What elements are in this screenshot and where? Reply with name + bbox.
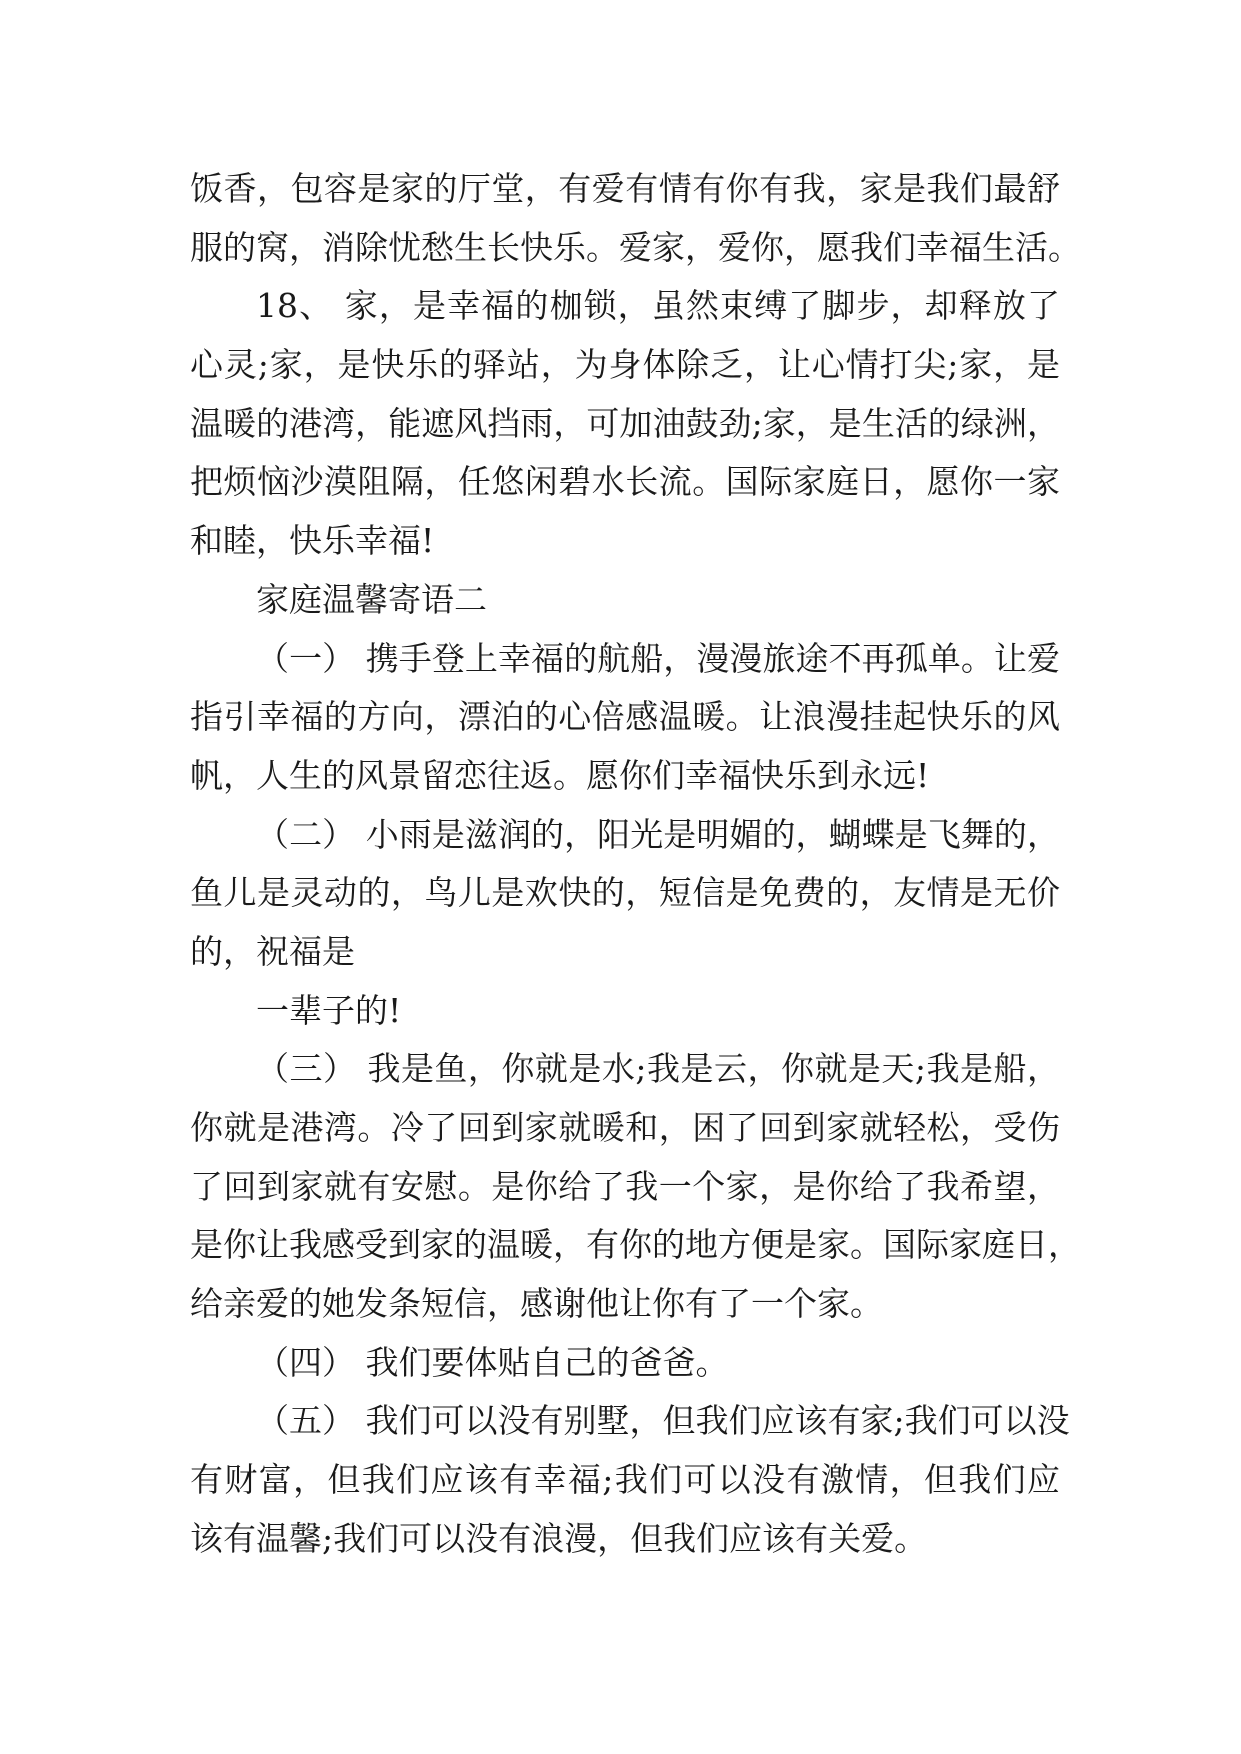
document-body — [190, 160, 1081, 1569]
text-line: 家庭温馨寄语二 — [256, 579, 487, 619]
text-line: 温暖的港湾，能遮风挡雨，可加油鼓劲;家，是生活的绿洲， — [190, 403, 1060, 443]
text-line: 指引幸福的方向，漂泊的心倍感温暖。让浪漫挂起快乐的风 — [190, 697, 1060, 737]
text-line: 饭香，包容是家的厅堂，有爱有情有你有我，家是我们最舒 — [190, 169, 1060, 208]
text-line: （五） 我们可以没有别墅，但我们应该有家;我们可以没 — [256, 1401, 1070, 1441]
text-line: 鱼儿是灵动的，鸟儿是欢快的，短信是免费的，友情是无价 — [190, 873, 1060, 913]
text-line: 和睦，快乐幸福! — [190, 521, 435, 561]
text-line: （二） 小雨是滋润的，阳光是明媚的，蝴蝶是飞舞的， — [256, 814, 1060, 854]
text-line: 18、 家，是幸福的枷锁，虽然束缚了脚步，却释放了 — [256, 286, 1060, 326]
text-line: 帆，人生的风景留恋往返。愿你们幸福快乐到永远! — [190, 755, 930, 795]
text-line: 有财富，但我们应该有幸福;我们可以没有激情，但我们应 — [190, 1460, 1060, 1500]
text-line: 的，祝福是 — [190, 931, 355, 971]
text-line: 心灵;家，是快乐的驿站，为身体除乏，让心情打尖;家，是 — [190, 345, 1060, 385]
text-line: 了回到家就有安慰。是你给了我一个家，是你给了我希望， — [190, 1166, 1060, 1206]
text-line: 服的窝，消除忧愁生长快乐。爱家，爱你，愿我们幸福生活。 — [190, 227, 1081, 267]
text-line: （一） 携手登上幸福的航船，漫漫旅途不再孤单。让爱 — [256, 638, 1060, 678]
text-line: 一辈子的! — [256, 990, 402, 1030]
text-line: 是你让我感受到家的温暖，有你的地方便是家。国际家庭日， — [190, 1225, 1081, 1265]
text-line: 把烦恼沙漠阻隔，任悠闲碧水长流。国际家庭日，愿你一家 — [190, 462, 1060, 502]
text-line: （三） 我是鱼，你就是水;我是云，你就是天;我是船， — [256, 1049, 1060, 1089]
text-line: 你就是港湾。冷了回到家就暖和，困了回到家就轻松，受伤 — [190, 1108, 1060, 1147]
text-line: 给亲爱的她发条短信，感谢他让你有了一个家。 — [190, 1284, 883, 1324]
text-line: 该有温馨;我们可以没有浪漫，但我们应该有关爱。 — [190, 1518, 928, 1558]
text-line: （四） 我们要体贴自己的爸爸。 — [256, 1342, 729, 1382]
